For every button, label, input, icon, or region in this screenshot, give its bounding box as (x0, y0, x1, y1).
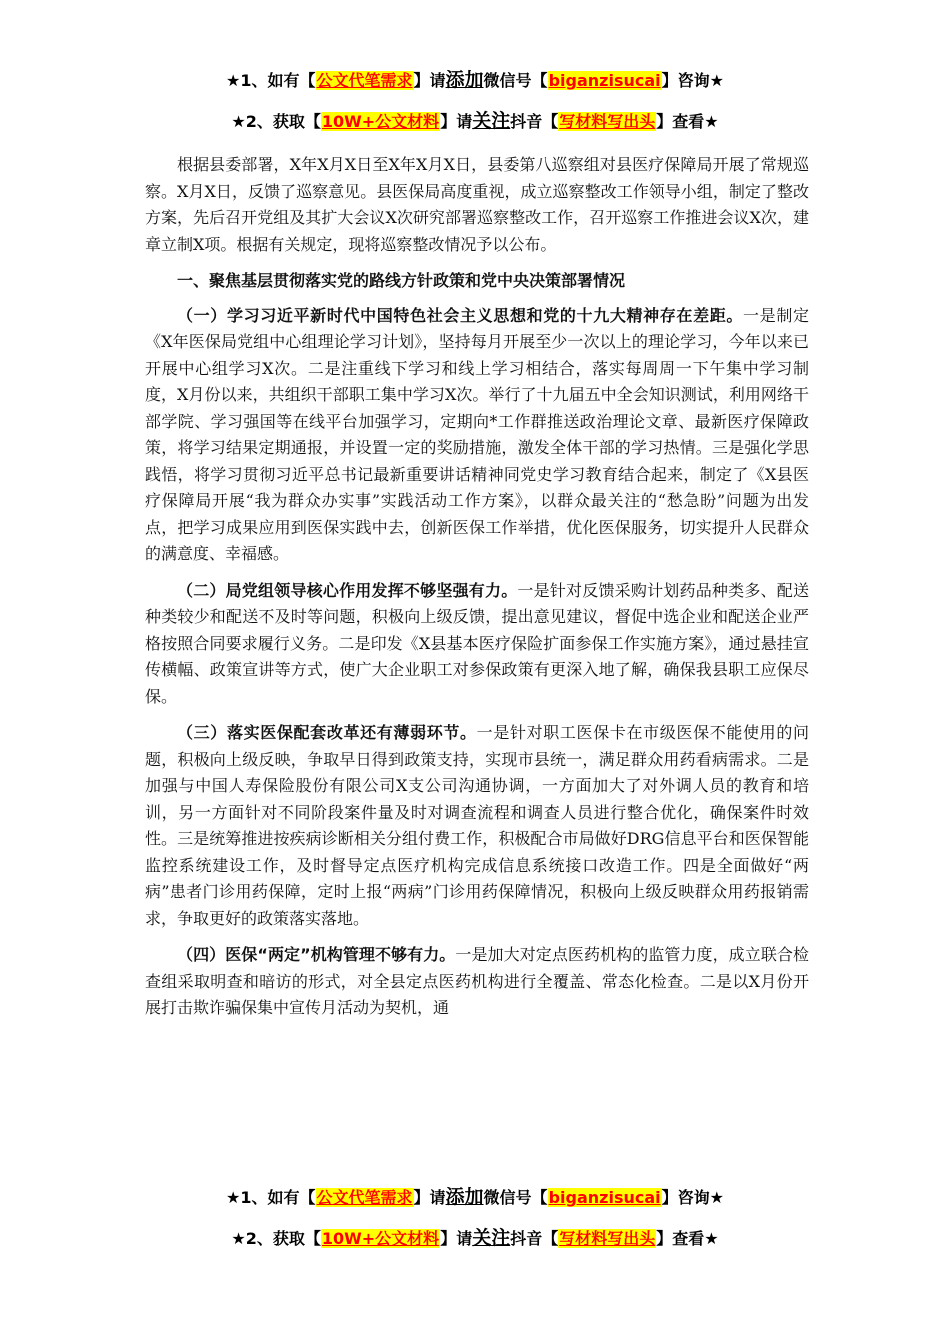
emphasis-text: 关注 (472, 1227, 511, 1249)
banner-text: 】请 (413, 71, 446, 90)
document-body (145, 152, 809, 1032)
top-banner-line1 (0, 69, 950, 92)
emphasis-text: 添加 (445, 1186, 484, 1208)
highlight-wechat-id: biganzisucai (548, 71, 661, 90)
banner-text: 】查看★ (656, 112, 719, 131)
paragraph-title: （二）局党组领导核心作用发挥不够坚强有力。 (177, 580, 518, 600)
highlight-douyin-id: 写材料写出头 (559, 1229, 656, 1248)
bottom-banner-line1 (0, 1186, 950, 1209)
banner-text: ★1、如有【 (226, 71, 316, 90)
banner-text: 】咨询★ (661, 1188, 724, 1207)
bottom-banner-line2 (0, 1227, 950, 1250)
highlight-service: 公文代笔需求 (316, 1188, 413, 1207)
banner-text: ★1、如有【 (226, 1188, 316, 1207)
paragraph-1 (145, 303, 809, 568)
banner-text: 】咨询★ (661, 71, 724, 90)
highlight-service: 公文代笔需求 (316, 71, 413, 90)
banner-text: 】请 (413, 1188, 446, 1207)
paragraph-title: （三）落实医保配套改革还有薄弱环节。 (177, 723, 477, 742)
banner-text: 微信号【 (483, 1188, 548, 1207)
highlight-wechat-id: biganzisucai (548, 1188, 661, 1207)
paragraph-2 (145, 578, 809, 711)
top-banner-line2 (0, 110, 950, 133)
banner-text: ★2、获取【 (231, 112, 321, 131)
paragraph-3 (145, 720, 809, 932)
paragraph-text: 一是针对反馈采购计划药品种类多、配送种类较少和配送不及时等问题，积极向上级反馈，提出意见建议，督促中选企业和配送企业严格按照合同要求履行义务。二是印发《X县基本医疗保险扩面参保工作实施方案》，通过悬挂宣传横幅、政策宣讲等方式，使广大企业职工对参保政策有更深入地了解，确保我县职工应保尽保。 (145, 580, 809, 706)
paragraph-text: 一是加大对定点医药机构的监管力度，成立联合检查组采取明查和暗访的形式，对全县定点医药机构进行全覆盖、常态化检查。二是以X月份开展打击欺诈骗保集中宣传月活动为契机，通 (145, 945, 809, 1017)
highlight-materials: 10W+公文材料 (321, 112, 440, 131)
paragraph-text: 一是制定《X年医保局党组中心组理论学习计划》，坚持每月开展至少一次以上的理论学习，今年以来已开展中心组学习X次。二是注重线下学习和线上学习相结合，落实每周周一下午集中学习制度，X月份以来，共组织干部职工集中学习X次。举行了十九届五中全会知识测试，利用网络干部学院、学习强国等在线平台加强学习，定期向*工作群推送政治理论文章、最新医疗保障政策，将学习结果定期通报，并设置一定的奖励措施，激发全体干部的学习热情。三是强化学思践悟，将学习贯彻习近平总书记最新重要讲话精神同党史学习教育结合起来，制定了《X县医疗保障局开展“我为群众办实事”实践活动工作方案》，以群众最关注的“愁急盼”问题为出发点，把学习成果应用到医保实践中去，创新医保工作举措，优化医保服务，切实提升人民群众的满意度、幸福感。 (145, 305, 809, 563)
emphasis-text: 添加 (445, 69, 484, 91)
banner-text: 抖音【 (510, 1229, 559, 1248)
banner-text: ★2、获取【 (231, 1229, 321, 1248)
section-heading: 一、聚焦基层贯彻落实党的路线方针政策和党中央决策部署情况 (177, 271, 626, 290)
highlight-douyin-id: 写材料写出头 (559, 112, 656, 131)
paragraph-text: 一是针对职工医保卡在市级医保不能使用的问题，积极向上级反映，争取早日得到政策支持，实现市县统一，满足群众用药看病需求。二是加强与中国人寿保险股份有限公司X支公司沟通协调，一方面加大了对外调人员的教育和培训，另一方面针对不同阶段案件量及时对调查流程和调查人员进行整合优化，确保案件时效性。三是统筹推进按疾病诊断相关分组付费工作，积极配合市局做好DRG信息平台和医保智能监控系统建设工作，及时督导定点医疗机构完成信息系统接口改造工作。四是全面做好“两病”患者门诊用药保障，定时上报“两病”门诊用药保障情况，积极向上级反映群众用药报销需求，争取更好的政策落实落地。 (145, 723, 809, 928)
paragraph-title: （四）医保“两定”机构管理不够有力。 (177, 945, 456, 964)
emphasis-text: 关注 (472, 110, 511, 132)
highlight-materials: 10W+公文材料 (321, 1229, 440, 1248)
banner-text: 微信号【 (483, 71, 548, 90)
banner-text: 抖音【 (510, 112, 559, 131)
banner-text: 】查看★ (656, 1229, 719, 1248)
paragraph-title: （一）学习习近平新时代中国特色社会主义思想和党的十九大精神存在差距。 (177, 305, 744, 325)
banner-text: 】请 (440, 1229, 473, 1248)
paragraph-4 (145, 942, 809, 1022)
intro-paragraph: 根据县委部署，X年X月X日至X年X月X日，县委第八巡察组对县医疗保障局开展了常规巡察。X月X日，反馈了巡察意见。县医保局高度重视，成立巡察整改工作领导小组，制定了整改方案，先后召开党组及其扩大会议X次研究部署巡察整改工作，召开巡察工作推进会议X次，建章立制X项。根据有关规定，现将巡察整改情况予以公布。 (145, 155, 809, 254)
banner-text: 】请 (440, 112, 473, 131)
